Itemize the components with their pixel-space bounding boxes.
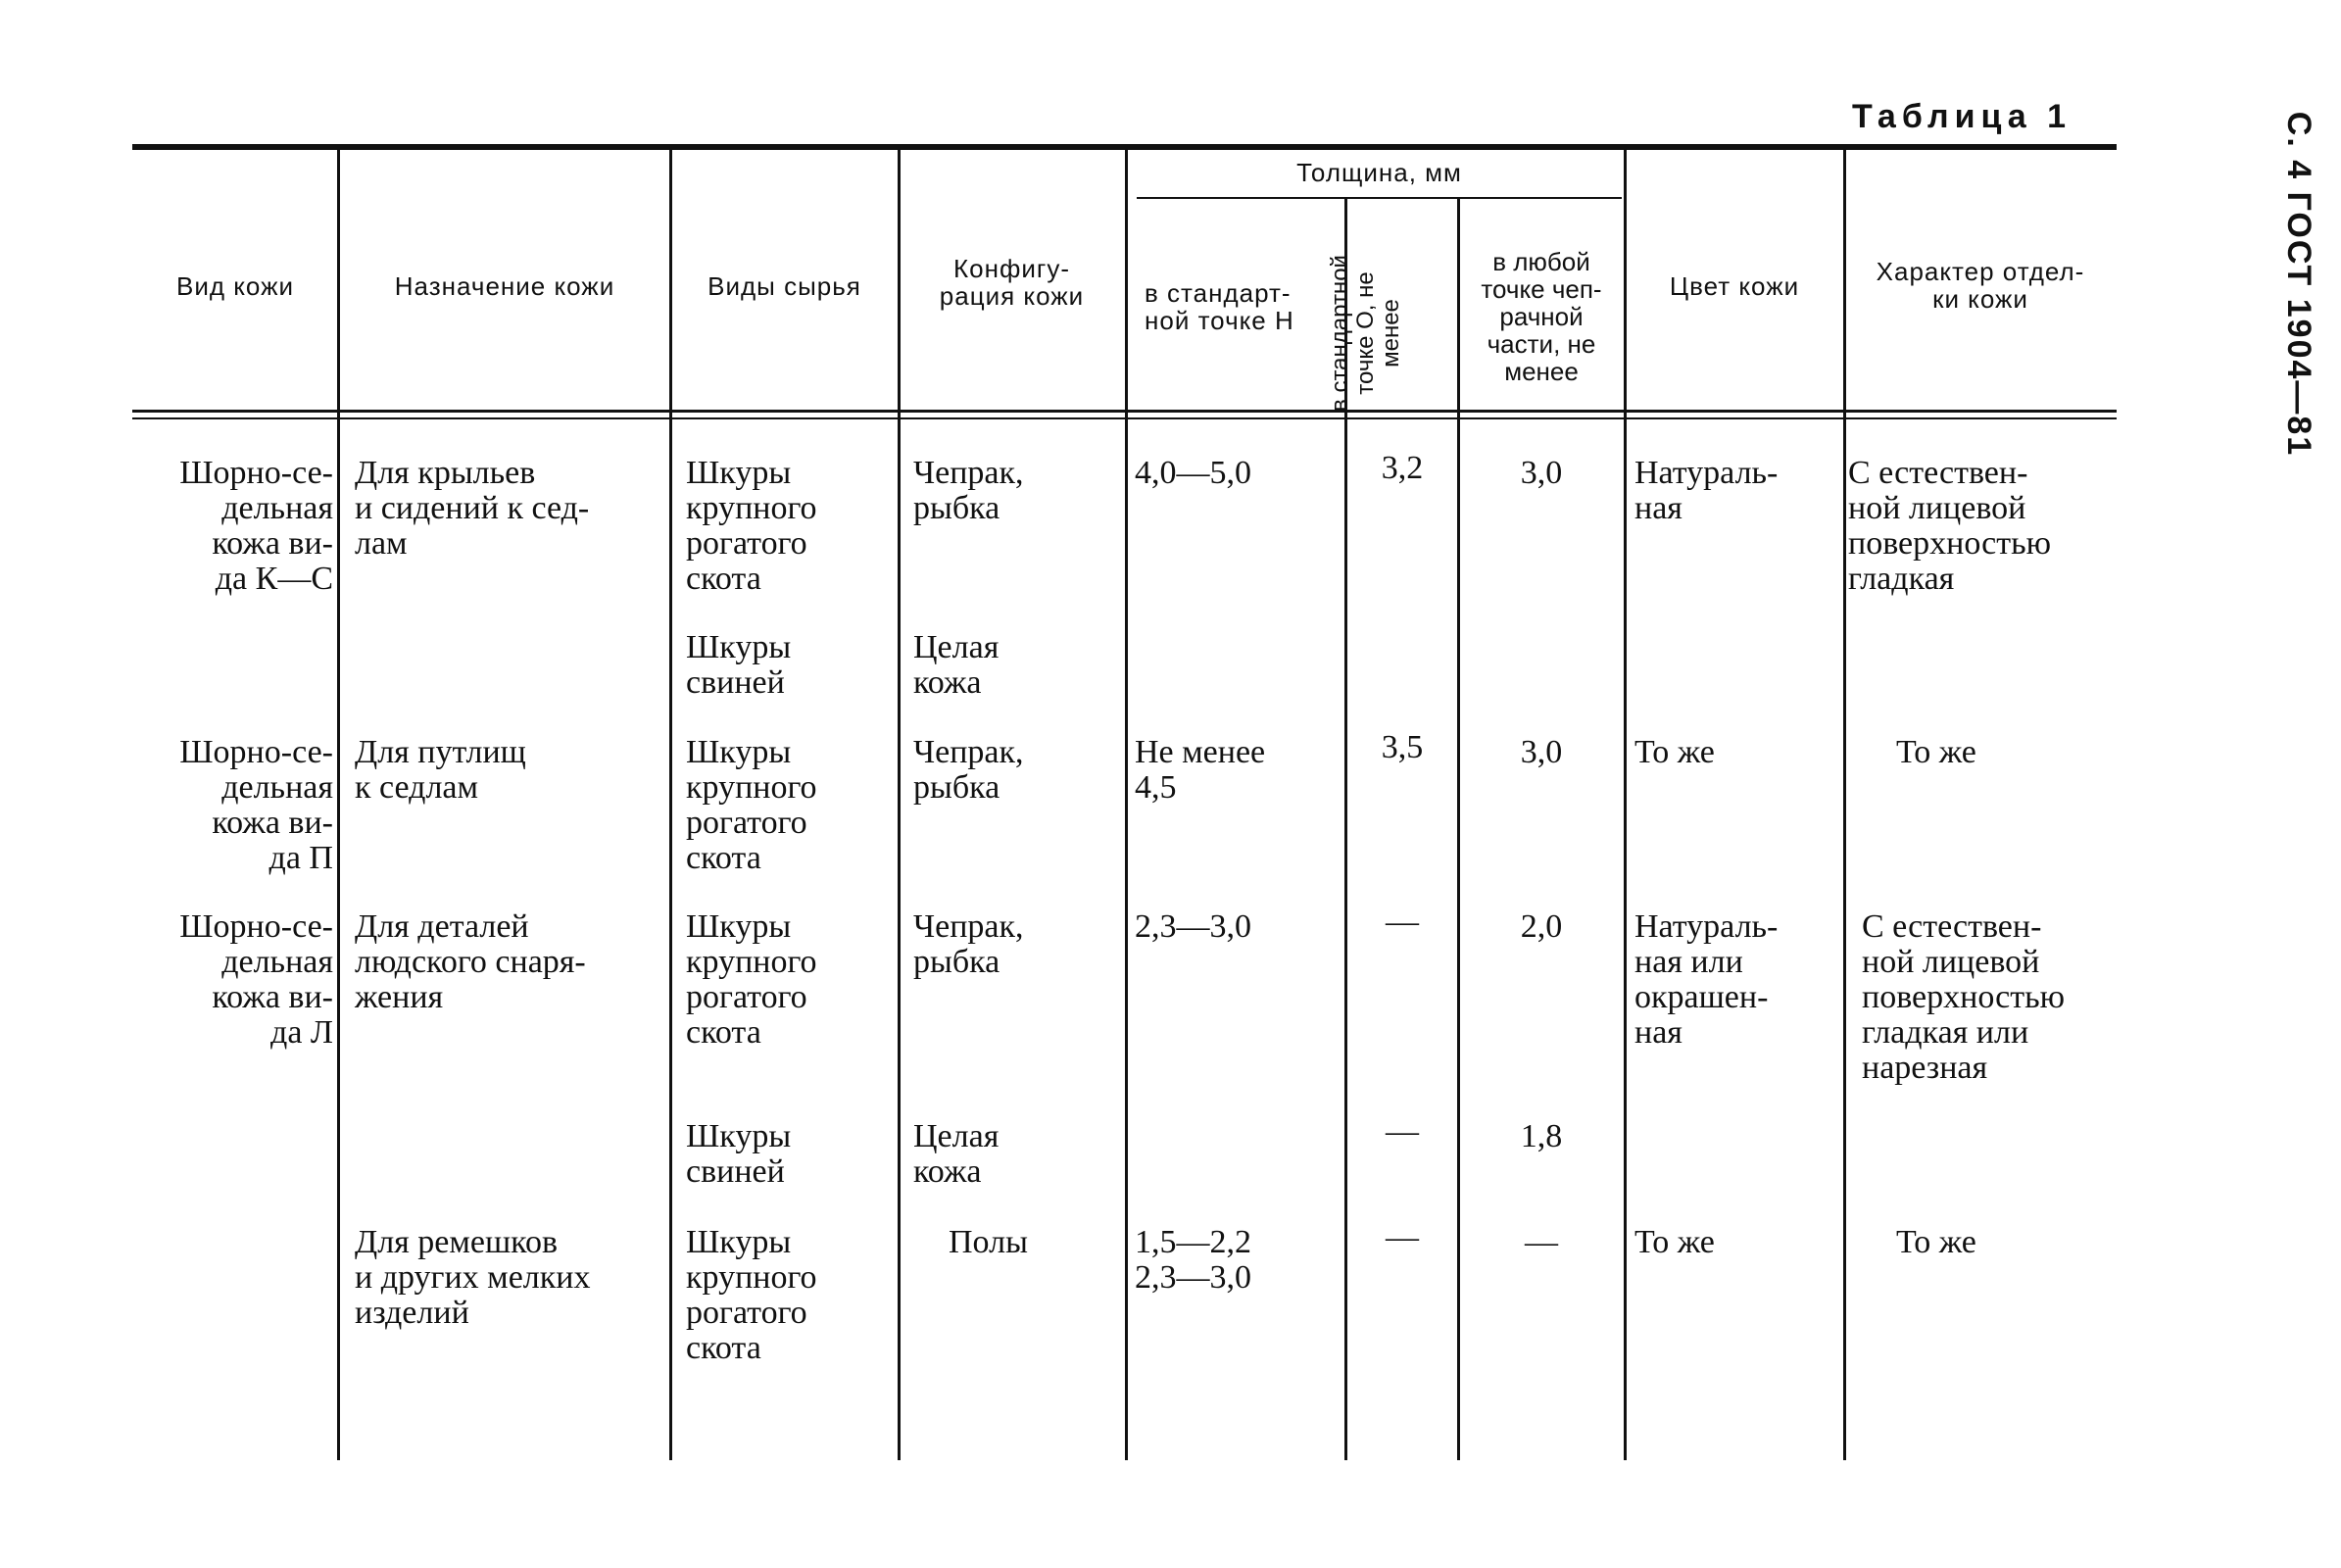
cell-O: —: [1386, 904, 1419, 940]
cell-H: Не менее 4,5: [1135, 734, 1266, 806]
thickness-subheader-rule: [1137, 197, 1622, 199]
cell-syrye: Шкуры крупного рогатого скота: [686, 455, 817, 597]
cell-konfig: Полы: [949, 1224, 1028, 1260]
cell-naznachenie: Для крыльев и сидений к сед- лам: [355, 455, 590, 562]
col-divider-7: [1624, 150, 1627, 1460]
cell-syrye: Шкуры крупного рогатого скота: [686, 734, 817, 876]
cell-any: 1,8: [1520, 1118, 1563, 1154]
cell-kharakter: С естествен- ной лицевой поверхностью гладкая или нарезная: [1862, 908, 2066, 1086]
col-divider-8: [1843, 150, 1846, 1460]
cell-naznachenie: Для ремешков и других мелких изделий: [355, 1224, 591, 1331]
header-v-standart-H: в стандарт- ной точке Н: [1145, 278, 1294, 335]
col-divider-2: [669, 150, 672, 1460]
cell-tsvet: Натураль- ная или окрашен- ная: [1634, 908, 1779, 1051]
col-divider-3: [898, 150, 901, 1460]
cell-vid: Шорно-се- дельная кожа ви- да К—С: [179, 455, 333, 597]
cell-H: 2,3—3,0: [1135, 908, 1251, 945]
header-kharakter: Характер отдел- ки кожи: [1876, 257, 2085, 314]
col-divider-1: [337, 150, 340, 1460]
cell-any: 3,0: [1520, 734, 1563, 770]
header-naznachenie: Назначение кожи: [394, 271, 615, 301]
cell-konfig: Целая кожа: [913, 1118, 1000, 1190]
cell-konfig: Целая кожа: [913, 629, 1000, 701]
col-divider-6: [1457, 199, 1460, 1460]
header-tsvet: Цвет кожи: [1669, 271, 1800, 301]
cell-syrye: Шкуры свиней: [686, 1118, 792, 1190]
cell-kharakter: То же: [1896, 734, 1976, 770]
cell-H: 4,0—5,0: [1135, 455, 1251, 491]
cell-tsvet: То же: [1634, 1224, 1715, 1260]
cell-O: —: [1386, 1219, 1419, 1255]
cell-O: —: [1386, 1113, 1419, 1150]
cell-naznachenie: Для путлищ к седлам: [355, 734, 526, 806]
cell-any: 3,0: [1520, 455, 1563, 491]
cell-any: 2,0: [1520, 908, 1563, 945]
col-divider-4: [1125, 150, 1128, 1460]
cell-tsvet: То же: [1634, 734, 1715, 770]
cell-konfig: Чепрак, рыбка: [913, 734, 1024, 806]
cell-O: 3,5: [1381, 729, 1424, 765]
header-konfiguratsiya: Конфигу- рация кожи: [939, 254, 1085, 311]
cell-O: 3,2: [1381, 450, 1424, 486]
header-vidy-syrya: Виды сырья: [707, 271, 861, 301]
cell-tsvet: Натураль- ная: [1634, 455, 1779, 526]
cell-syrye: Шкуры свиней: [686, 629, 792, 701]
header-vid-kozhi: Вид кожи: [175, 271, 294, 301]
cell-any: —: [1525, 1224, 1558, 1260]
page-side-caption: С. 4 ГОСТ 1904—81: [2280, 111, 2317, 458]
table-title: Таблица 1: [1852, 98, 2073, 135]
header-v-lyuboy: в любой точке чеп- рачной части, не менее: [1481, 247, 1602, 386]
header-tolshchina: Толщина, мм: [1296, 158, 1462, 187]
cell-vid: Шорно-се- дельная кожа ви- да Л: [179, 908, 333, 1051]
cell-H: 1,5—2,2 2,3—3,0: [1135, 1224, 1251, 1296]
cell-naznachenie: Для деталей людского снаря- жения: [355, 908, 586, 1015]
cell-syrye: Шкуры крупного рогатого скота: [686, 1224, 817, 1366]
header-v-standart-O: в стандартной точке О, не менее: [1327, 255, 1404, 412]
cell-syrye: Шкуры крупного рогатого скота: [686, 908, 817, 1051]
cell-konfig: Чепрак, рыбка: [913, 908, 1024, 980]
cell-kharakter: С естествен- ной лицевой поверхностью гладкая: [1848, 455, 2052, 597]
cell-vid: Шорно-се- дельная кожа ви- да П: [179, 734, 333, 876]
cell-kharakter: То же: [1896, 1224, 1976, 1260]
cell-konfig: Чепрак, рыбка: [913, 455, 1024, 526]
